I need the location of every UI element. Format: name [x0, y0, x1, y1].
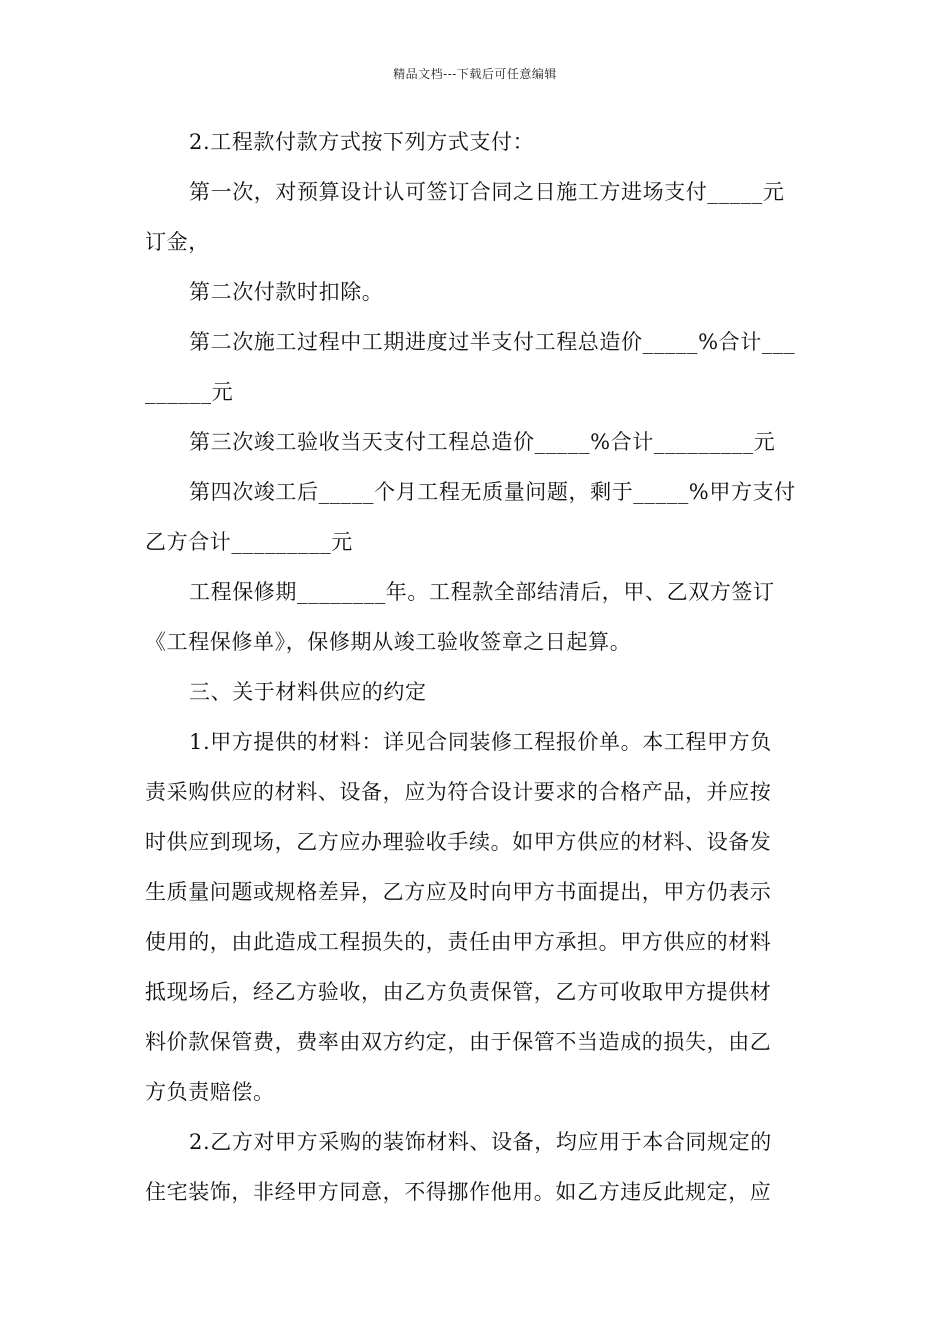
text-line: 《工程保修单》，保修期从竣工验收签章之日起算。 [145, 630, 632, 654]
text-line: 工程保修期________年。工程款全部结清后，甲、乙双方签订 [189, 580, 775, 604]
text-line: 1.甲方提供的材料：详见合同装修工程报价单。本工程甲方负 [189, 730, 772, 754]
section-heading: 三、关于材料供应的约定 [189, 680, 427, 704]
text-line: 住宅装饰，非经甲方同意，不得挪作他用。如乙方违反此规定，应 [145, 1180, 772, 1204]
text-line: 2.工程款付款方式按下列方式支付： [189, 130, 535, 154]
page-header: 精品文档---下载后可任意编辑 [393, 67, 557, 81]
text-line: 订金， [145, 230, 210, 254]
text-line: ______元 [145, 380, 234, 404]
text-line: 责采购供应的材料、设备，应为符合设计要求的合格产品，并应按 [145, 780, 772, 804]
text-line: 第三次竣工验收当天支付工程总造价_____%合计_________元 [189, 430, 776, 454]
text-line: 第四次竣工后_____个月工程无质量问题，剩于_____%甲方支付 [189, 480, 796, 504]
text-line: 第二次付款时扣除。 [189, 280, 384, 304]
text-line: 乙方合计_________元 [145, 530, 353, 554]
text-line: 第二次施工过程中工期进度过半支付工程总造价_____%合计___ [189, 330, 796, 354]
document-body [145, 130, 810, 1230]
text-line: 时供应到现场，乙方应办理验收手续。如甲方供应的材料、设备发 [145, 830, 772, 854]
text-line: 使用的，由此造成工程损失的，责任由甲方承担。甲方供应的材料 [145, 930, 772, 954]
text-line: 2.乙方对甲方采购的装饰材料、设备，均应用于本合同规定的 [189, 1130, 772, 1154]
text-line: 方负责赔偿。 [145, 1080, 275, 1104]
text-line: 生质量问题或规格差异，乙方应及时向甲方书面提出，甲方仍表示 [145, 880, 772, 904]
text-line: 第一次，对预算设计认可签订合同之日施工方进场支付_____元 [189, 180, 785, 204]
text-line: 料价款保管费，费率由双方约定，由于保管不当造成的损失，由乙 [145, 1030, 772, 1054]
text-line: 抵现场后，经乙方验收，由乙方负责保管，乙方可收取甲方提供材 [145, 980, 772, 1004]
